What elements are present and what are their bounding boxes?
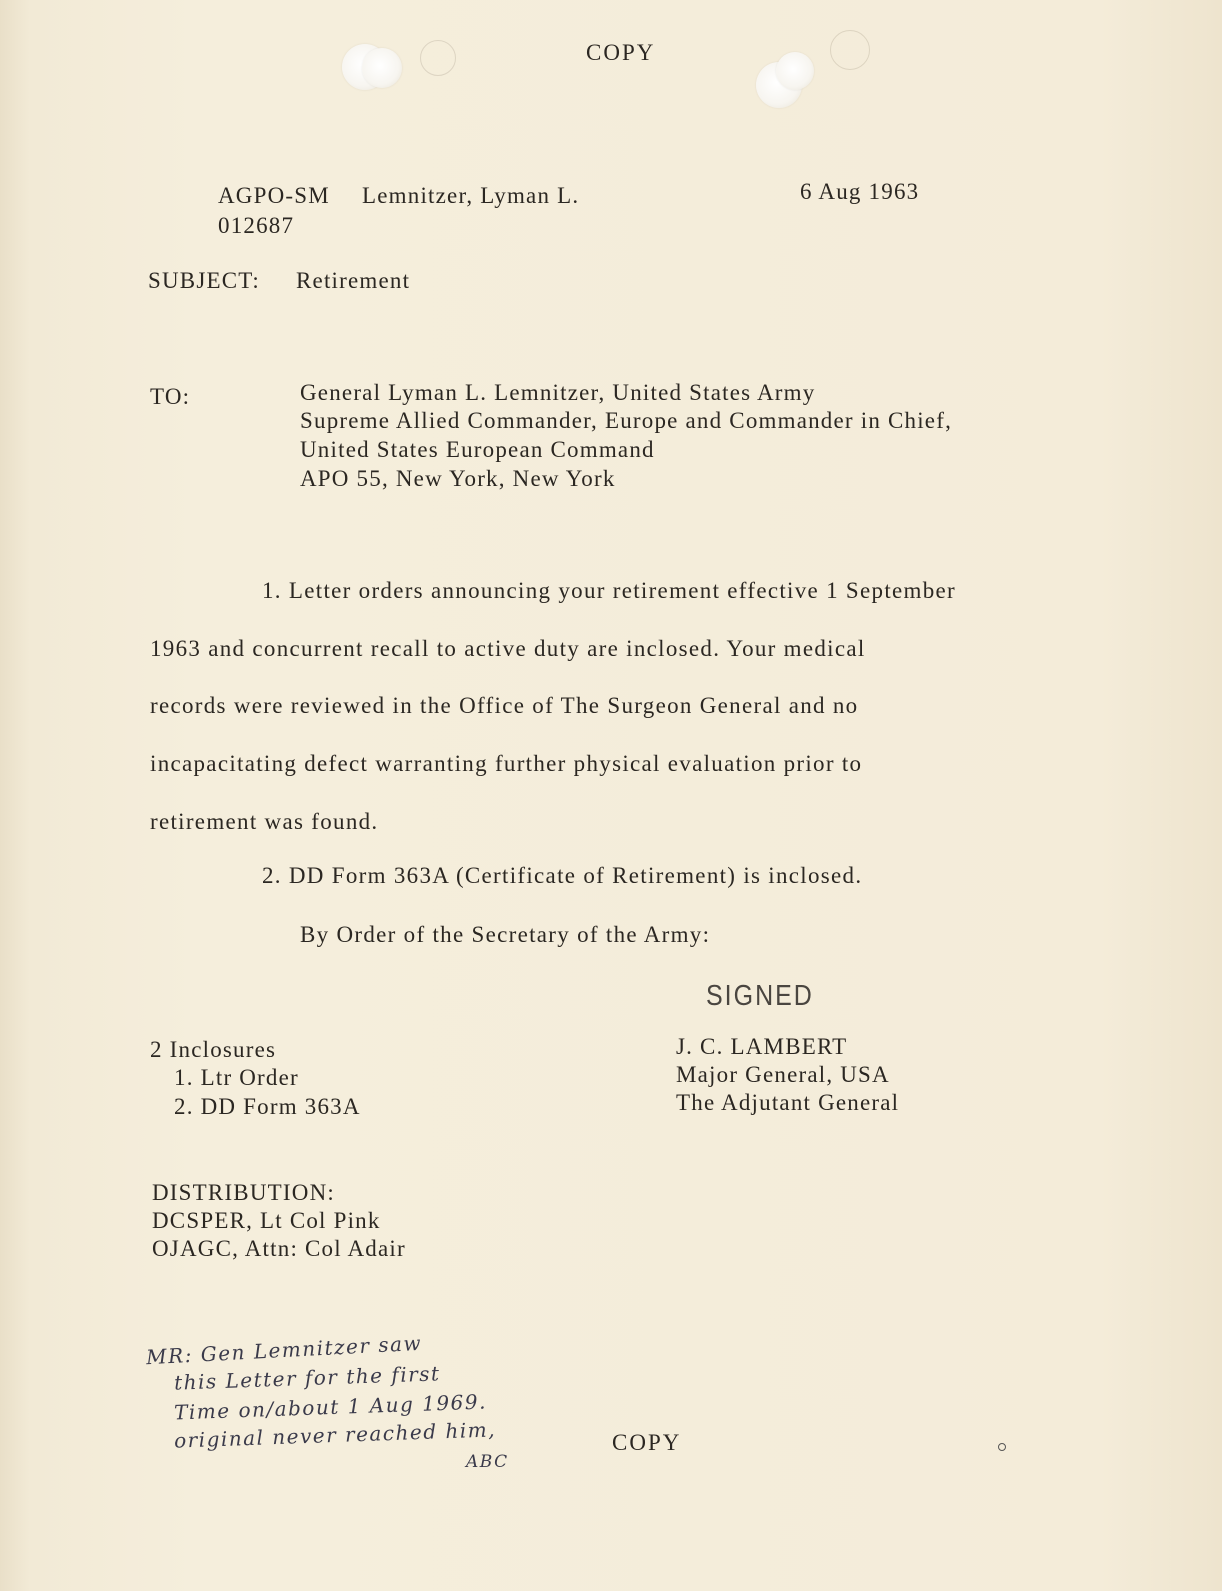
paragraph1-line-3: records were reviewed in the Office of The Surgeon General and no xyxy=(150,693,859,718)
to-line-2: Supreme Allied Commander, Europe and Commander in Chief, xyxy=(300,408,953,433)
punch-hole-faint-right xyxy=(830,30,870,70)
paragraph1-line-1: 1. Letter orders announcing your retirement effective 1 September xyxy=(262,578,956,603)
handwritten-note-line-3: Time on/about 1 Aug 1969. xyxy=(173,1389,488,1425)
paragraph1-line-2: 1963 and concurrent recall to active duty are inclosed. Your medical xyxy=(150,636,866,661)
inclosures-heading: 2 Inclosures xyxy=(150,1037,277,1062)
signer-rank: Major General, USA xyxy=(676,1062,890,1087)
to-label: TO: xyxy=(150,384,191,409)
handwritten-note-line-1: MR: Gen Lemnitzer saw xyxy=(145,1330,423,1370)
inclosure-item-2: 2. DD Form 363A xyxy=(174,1094,361,1119)
to-line-4: APO 55, New York, New York xyxy=(300,466,616,491)
distribution-item-1: DCSPER, Lt Col Pink xyxy=(152,1208,381,1233)
signer-name: J. C. LAMBERT xyxy=(676,1034,848,1059)
serial-number: 012687 xyxy=(218,213,295,238)
distribution-item-2: OJAGC, Attn: Col Adair xyxy=(152,1236,406,1261)
copy-footer: COPY xyxy=(612,1430,682,1455)
paragraph1-line-5: retirement was found. xyxy=(150,809,379,834)
paragraph1-line-4: incapacitating defect warranting further physical evaluation prior to xyxy=(150,751,863,776)
subject-value: Retirement xyxy=(296,268,411,293)
subject-label: SUBJECT: xyxy=(148,268,260,293)
punch-hole-left-overlap xyxy=(362,48,402,88)
paragraph2: 2. DD Form 363A (Certificate of Retirement) is inclosed. xyxy=(262,863,863,888)
to-line-1: General Lyman L. Lemnitzer, United States Army xyxy=(300,380,816,405)
inclosure-item-1: 1. Ltr Order xyxy=(174,1065,299,1090)
punch-hole-right-overlap xyxy=(776,52,814,90)
small-circle-mark xyxy=(998,1443,1006,1451)
document-date: 6 Aug 1963 xyxy=(800,179,920,204)
office-symbol: AGPO-SM xyxy=(218,183,330,208)
handwritten-note-line-2: this Letter for the first xyxy=(173,1361,441,1395)
signed-stamp: SIGNED xyxy=(706,979,814,1013)
to-line-3: United States European Command xyxy=(300,437,655,462)
punch-hole-faint-left xyxy=(420,40,456,76)
authority-line: By Order of the Secretary of the Army: xyxy=(300,922,711,947)
addressee-name-ref: Lemnitzer, Lyman L. xyxy=(362,183,580,208)
distribution-heading: DISTRIBUTION: xyxy=(152,1180,335,1205)
copy-header: COPY xyxy=(586,40,656,65)
handwritten-note-line-4: original never reached him, xyxy=(173,1417,497,1453)
signer-title: The Adjutant General xyxy=(676,1090,900,1115)
handwritten-initials: ABC xyxy=(466,1452,509,1472)
